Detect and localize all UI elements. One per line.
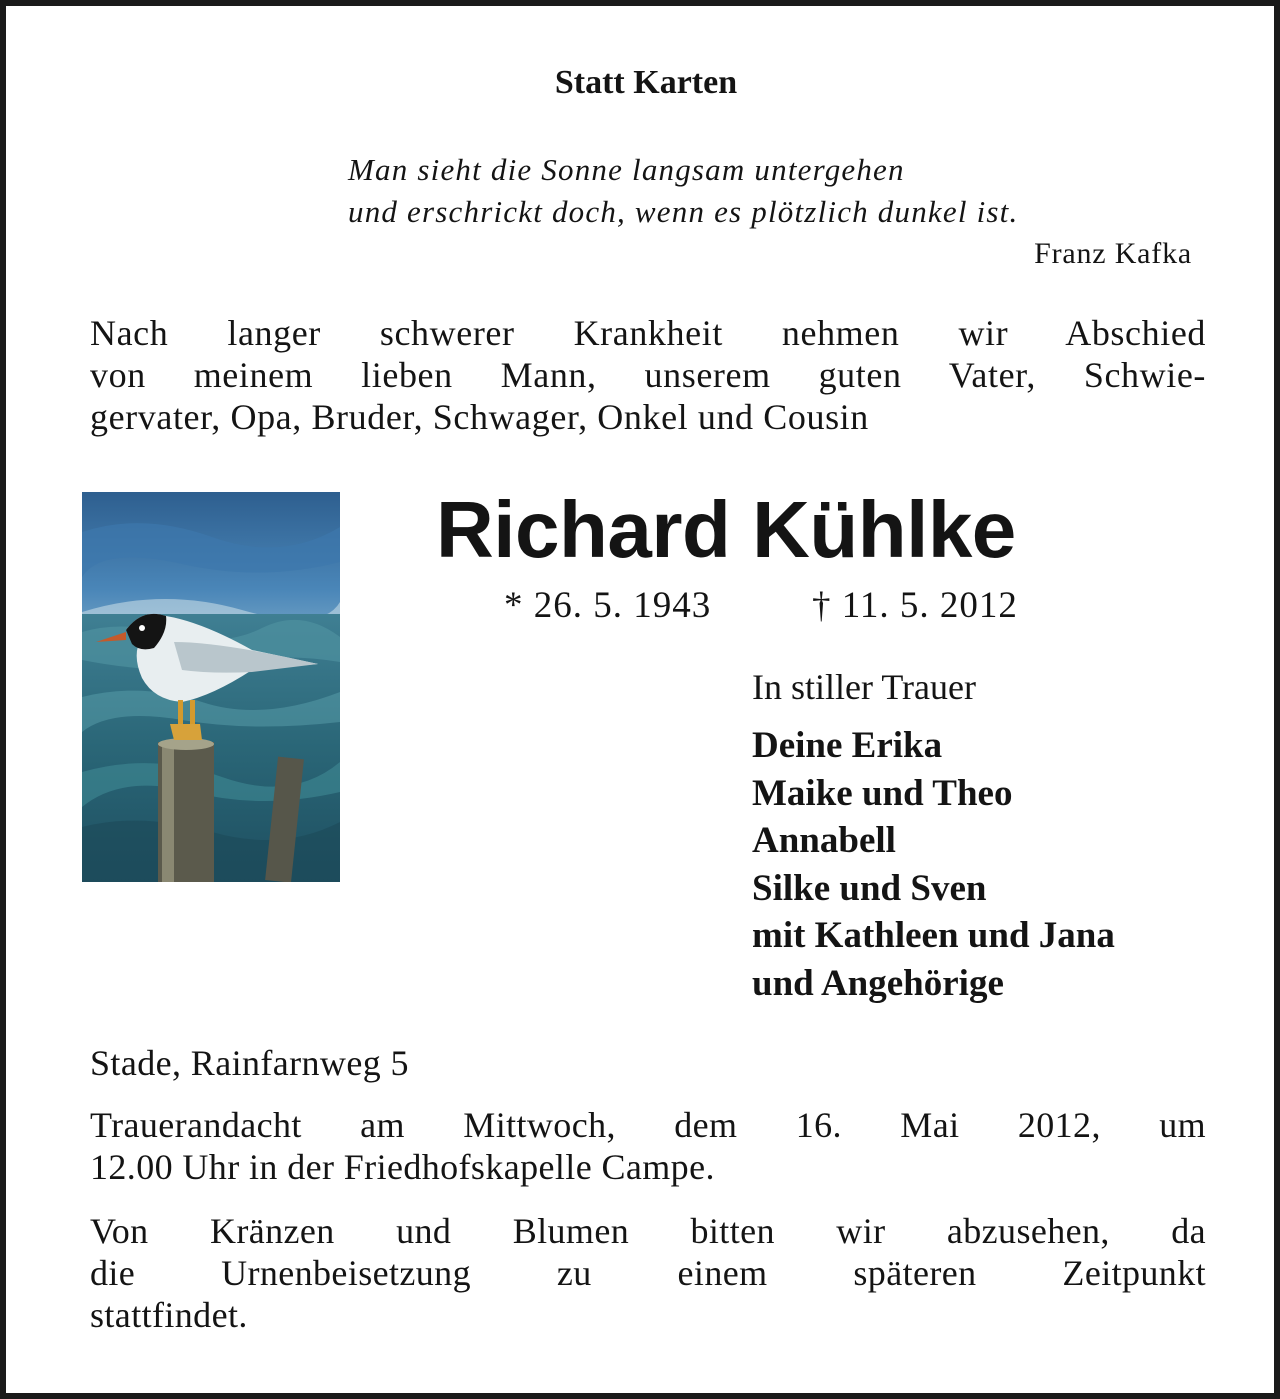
birth-date: * 26. 5. 1943 xyxy=(504,585,712,626)
service-info xyxy=(90,1104,1206,1188)
flowers-note xyxy=(90,1210,1206,1336)
flowers-line: stattfindet. xyxy=(90,1295,248,1335)
mourner-name: mit Kathleen und Jana xyxy=(752,915,1115,956)
header-statt-karten: Statt Karten xyxy=(554,64,738,101)
seagull-on-post-image xyxy=(82,492,340,882)
seagull-painting xyxy=(82,492,340,882)
mourner-name: und Angehörige xyxy=(752,962,1004,1004)
quote-line-2: und erschrickt doch, wenn es plötzlich dunkel ist. xyxy=(348,194,1019,229)
intro-line: gervater, Opa, Bruder, Schwager, Onkel und Cousin xyxy=(90,397,869,437)
mourner-name: Silke und Sven xyxy=(752,867,987,909)
intro-line: von meinem lieben Mann, unserem guten Vater, Schwie- xyxy=(90,355,1206,395)
death-date: † 11. 5. 2012 xyxy=(812,585,1018,626)
mourner-name: Annabell xyxy=(752,820,896,861)
quote-line-1: Man sieht die Sonne langsam untergehen xyxy=(348,152,905,187)
mourner-name: Deine Erika xyxy=(752,725,943,766)
intro-text xyxy=(90,312,1206,438)
flowers-line: Von Kränzen und Blumen bitten wir abzusehen, da xyxy=(90,1211,1206,1251)
service-line: Trauerandacht am Mittwoch, dem 16. Mai 2012, um xyxy=(90,1105,1206,1145)
quote-author: Franz Kafka xyxy=(1034,237,1192,270)
flowers-line: die Urnenbeisetzung zu einem späteren Zeitpunkt xyxy=(90,1253,1206,1293)
intro-line: Nach langer schwerer Krankheit nehmen wir Abschied xyxy=(90,313,1206,353)
mourning-intro: In stiller Trauer xyxy=(752,667,976,707)
mourner-name: Maike und Theo xyxy=(752,772,1013,814)
address: Stade, Rainfarnweg 5 xyxy=(90,1043,409,1083)
mourners-list xyxy=(752,722,1115,1007)
deceased-name: Richard Kühlke xyxy=(436,485,1016,574)
service-line: 12.00 Uhr in der Friedhofskapelle Campe. xyxy=(90,1147,715,1187)
